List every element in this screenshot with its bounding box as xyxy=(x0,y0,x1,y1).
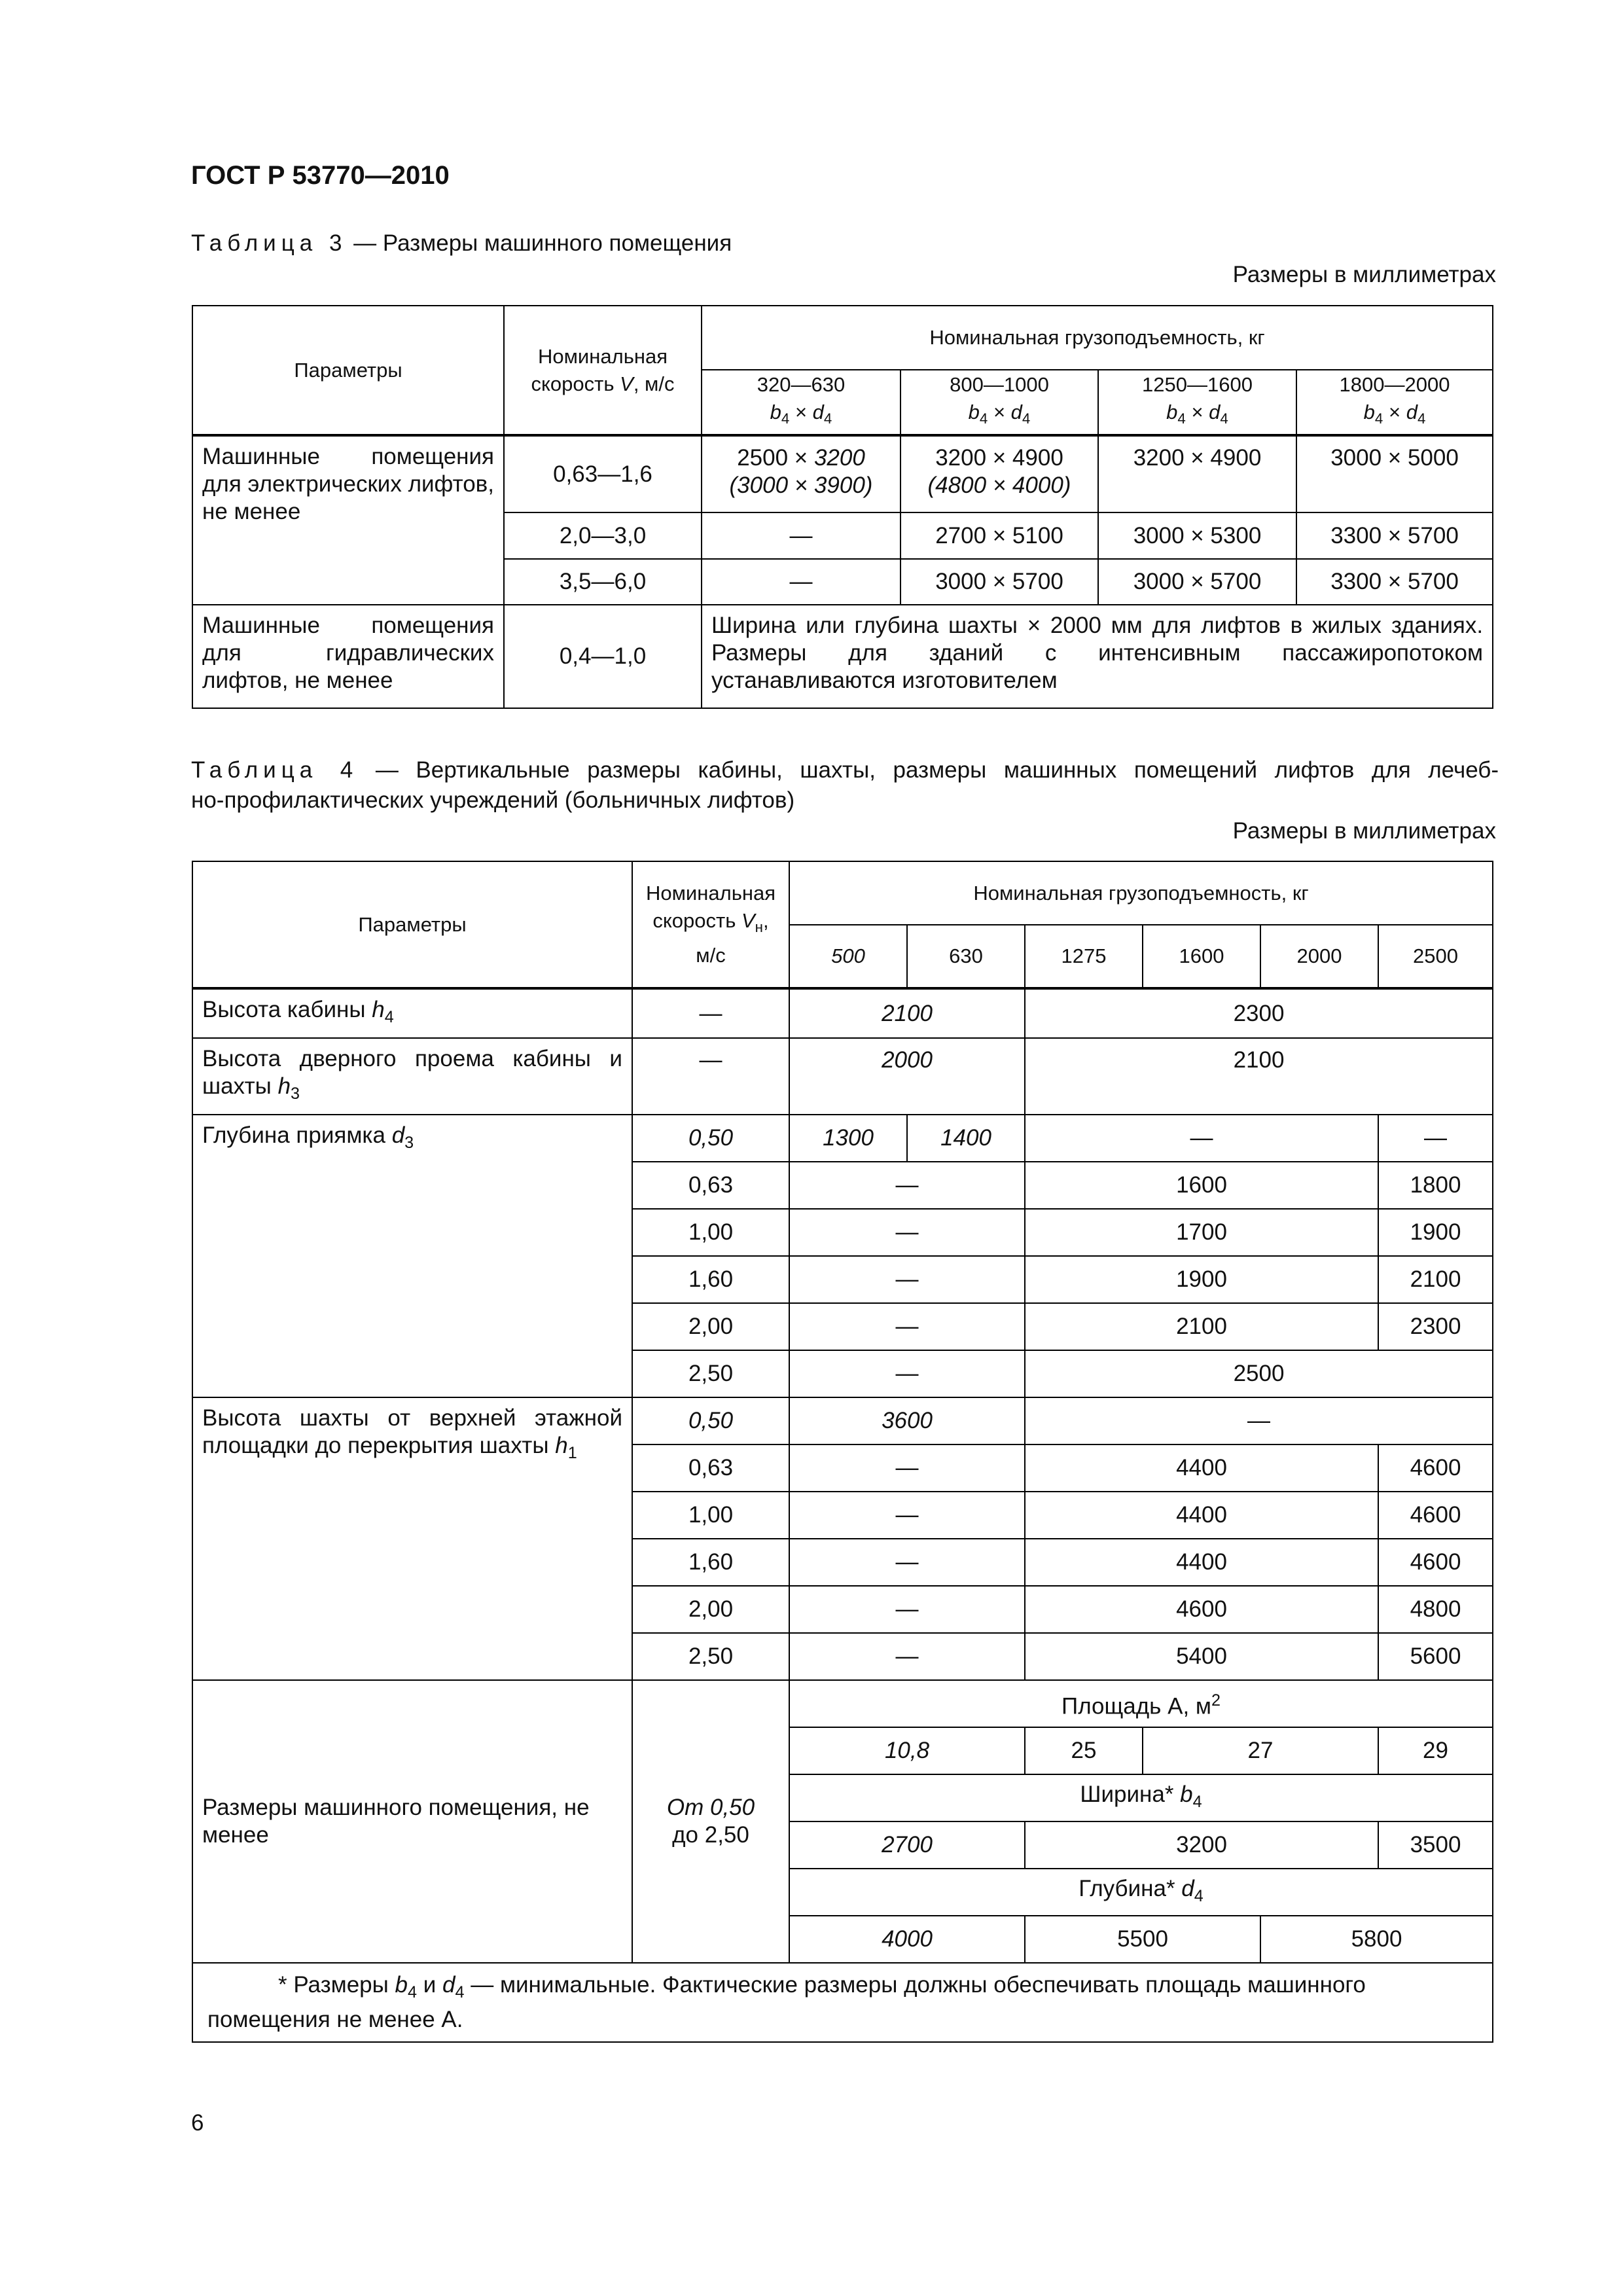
t4-value-cell: — xyxy=(789,1492,1025,1539)
t3-value-cell: 3200 × 4900 xyxy=(1098,435,1296,512)
t3-value-cell: — xyxy=(702,559,901,605)
t3-head-params: Параметры xyxy=(192,306,504,435)
t4-speed-cell: 1,00 xyxy=(632,1492,789,1539)
t4-width-value: 3500 xyxy=(1378,1821,1493,1869)
t4-value-cell: 1600 xyxy=(1025,1162,1378,1209)
t4-value-cell: 1400 xyxy=(907,1115,1025,1162)
t4-depth-value: 5800 xyxy=(1260,1916,1493,1963)
t4-speed-cell: 1,60 xyxy=(632,1539,789,1586)
t4-head-params: Параметры xyxy=(192,861,632,988)
t3-speed-cell: 0,63—1,6 xyxy=(504,435,702,512)
table3-caption-text: — Размеры машинного помещения xyxy=(353,230,732,256)
t3-value-cell: 3000 × 5700 xyxy=(901,559,1098,605)
t4-value-cell: 4600 xyxy=(1025,1586,1378,1633)
t4-machine-room-speed: От 0,50 до 2,50 xyxy=(632,1680,789,1963)
t4-value-cell: 2300 xyxy=(1378,1303,1493,1350)
table3-caption-label: Таблица 3 xyxy=(191,230,348,256)
t4-head-load: 1600 xyxy=(1143,925,1260,988)
t4-width-value: 3200 xyxy=(1025,1821,1378,1869)
t4-width-title: Ширина* $b_4$ xyxy=(789,1774,1493,1821)
t3-speed-cell: 0,4—1,0 xyxy=(504,605,702,708)
t4-value-cell: — xyxy=(789,1539,1025,1586)
t4-footnote: * Размеры $b_4$ и $d_4$ — минимальные. Фактические размеры должны обеспечивать площадь машинного помещения не менее А. xyxy=(192,1963,1493,2042)
t4-speed-cell: 2,00 xyxy=(632,1586,789,1633)
t3-hydraulic-text: Ширина или глубина шахты × 2000 мм для лифтов в жилых зданиях. Размеры для зданий с интенсивным пассажиропотоком устанавливаются изготовителем xyxy=(702,605,1493,708)
t4-value-cell: — xyxy=(1378,1115,1493,1162)
t4-head-load: 630 xyxy=(907,925,1025,988)
t3-head-range: 1250—1600 $b_4 \times d_4$ xyxy=(1098,370,1296,435)
t4-value-cell: 2100 xyxy=(1025,1303,1378,1350)
t3-value-cell: 2500 × 3200 (3000 × 3900) xyxy=(702,435,901,512)
table3-caption xyxy=(191,228,732,259)
t4-speed-cell: 2,50 xyxy=(632,1350,789,1397)
t4-speed-cell: 0,50 xyxy=(632,1397,789,1444)
t4-value-cell: — xyxy=(789,1209,1025,1256)
t4-speed-cell: 2,00 xyxy=(632,1303,789,1350)
t4-area-title: Площадь А, $м^2$ xyxy=(789,1680,1493,1727)
table4 xyxy=(192,861,1493,2043)
t3-hydraulic-label: Машинные помещения для гидравлических лифтов, не менее xyxy=(192,605,504,708)
t3-value-cell: 2700 × 5100 xyxy=(901,512,1098,559)
t4-value-cell: 2000 xyxy=(789,1038,1025,1115)
t4-value-cell: 4600 xyxy=(1378,1444,1493,1492)
t4-value-cell: 4600 xyxy=(1378,1492,1493,1539)
t4-door-height-label: Высота дверного проема кабины и шахты $h_3$ xyxy=(192,1038,632,1115)
t4-value-cell: 3600 xyxy=(789,1397,1025,1444)
t4-value-cell: 5600 xyxy=(1378,1633,1493,1680)
t4-speed-cell: 0,50 xyxy=(632,1115,789,1162)
t4-value-cell: 1300 xyxy=(789,1115,907,1162)
t4-machine-room-label: Размеры машинного помещения, не менее xyxy=(192,1680,632,1963)
t4-width-value: 2700 xyxy=(789,1821,1025,1869)
table4-caption-line1 xyxy=(191,755,1499,785)
t4-head-load: 1275 xyxy=(1025,925,1143,988)
t4-head-load: 2000 xyxy=(1260,925,1378,988)
t4-value-cell: 4800 xyxy=(1378,1586,1493,1633)
t4-value-cell: 1900 xyxy=(1025,1256,1378,1303)
t4-head-load: 500 xyxy=(789,925,907,988)
table4-caption-label: Таблица 4 xyxy=(191,757,359,783)
table4-units: Размеры в миллиметрах xyxy=(1232,818,1496,844)
t4-area-value: 10,8 xyxy=(789,1727,1025,1774)
t3-value-cell: 3300 × 5700 xyxy=(1296,512,1493,559)
t4-value-cell: — xyxy=(789,1633,1025,1680)
table4-caption-text: — Вертикальные размеры кабины, шахты, размеры машинных помещений лифтов для лечеб- xyxy=(375,757,1499,783)
t4-speed-cell: 0,63 xyxy=(632,1162,789,1209)
t3-value-cell: 3000 × 5700 xyxy=(1098,559,1296,605)
t4-value-cell: — xyxy=(1025,1397,1493,1444)
t4-area-value: 25 xyxy=(1025,1727,1143,1774)
t4-area-value: 29 xyxy=(1378,1727,1493,1774)
t3-head-capacity: Номинальная грузоподъемность, кг xyxy=(702,306,1493,370)
document-header: ГОСТ Р 53770—2010 xyxy=(191,161,450,190)
page-number: 6 xyxy=(191,2110,204,2136)
t4-value-cell: 4400 xyxy=(1025,1492,1378,1539)
t3-value-cell: 3300 × 5700 xyxy=(1296,559,1493,605)
t4-value-cell: — xyxy=(789,1303,1025,1350)
table4-caption-line2: но-профилактических учреждений (больничных лифтов) xyxy=(191,787,795,813)
t4-value-cell: — xyxy=(1025,1115,1378,1162)
t4-cabin-height-label: Высота кабины $h_4$ xyxy=(192,988,632,1038)
t4-value-cell: 2300 xyxy=(1025,988,1493,1038)
t3-value-cell: 3000 × 5300 xyxy=(1098,512,1296,559)
t4-speed-cell: 2,50 xyxy=(632,1633,789,1680)
t3-head-range: 1800—2000 $b_4 \times d_4$ xyxy=(1296,370,1493,435)
t4-depth-value: 5500 xyxy=(1025,1916,1260,1963)
t4-value-cell: — xyxy=(789,1350,1025,1397)
t4-value-cell: 5400 xyxy=(1025,1633,1378,1680)
t4-head-speed: Номинальная скорость $V_н$, м/с xyxy=(632,861,789,988)
t4-value-cell: 1900 xyxy=(1378,1209,1493,1256)
t3-electric-label: Машинные помещения для электрических лифтов, не менее xyxy=(192,435,504,605)
t4-head-load: 2500 xyxy=(1378,925,1493,988)
t3-value-cell: — xyxy=(702,512,901,559)
t4-pit-depth-label: Глубина приямка $d_3$ xyxy=(192,1115,632,1397)
t4-shaft-height-label: Высота шахты от верхней этажной площадки до перекрытия шахты $h_1$ xyxy=(192,1397,632,1680)
t4-value-cell: — xyxy=(789,1162,1025,1209)
t3-head-speed: Номинальная скорость V, м/с xyxy=(504,306,702,435)
t4-speed-cell: 1,60 xyxy=(632,1256,789,1303)
t3-head-range: 800—1000 $b_4 \times d_4$ xyxy=(901,370,1098,435)
t4-depth-value: 4000 xyxy=(789,1916,1025,1963)
t4-speed-cell: — xyxy=(632,1038,789,1115)
t3-value-cell: 3000 × 5000 xyxy=(1296,435,1493,512)
t3-value-cell: 3200 × 4900 (4800 × 4000) xyxy=(901,435,1098,512)
t4-area-value: 27 xyxy=(1143,1727,1378,1774)
t4-value-cell: 4400 xyxy=(1025,1539,1378,1586)
t3-head-range: 320—630 $b_4 \times d_4$ xyxy=(702,370,901,435)
t4-depth-title: Глубина* $d_4$ xyxy=(789,1869,1493,1916)
t4-value-cell: 2500 xyxy=(1025,1350,1493,1397)
t4-value-cell: 2100 xyxy=(1378,1256,1493,1303)
t4-value-cell: 1700 xyxy=(1025,1209,1378,1256)
t4-speed-cell: 0,63 xyxy=(632,1444,789,1492)
table3 xyxy=(192,305,1493,709)
t4-head-capacity: Номинальная грузоподъемность, кг xyxy=(789,861,1493,925)
t3-speed-cell: 3,5—6,0 xyxy=(504,559,702,605)
table3-units: Размеры в миллиметрах xyxy=(1232,262,1496,287)
t4-value-cell: 1800 xyxy=(1378,1162,1493,1209)
t4-value-cell: 2100 xyxy=(789,988,1025,1038)
t4-value-cell: 4400 xyxy=(1025,1444,1378,1492)
t3-speed-cell: 2,0—3,0 xyxy=(504,512,702,559)
t4-speed-cell: — xyxy=(632,988,789,1038)
t4-value-cell: — xyxy=(789,1586,1025,1633)
t4-value-cell: — xyxy=(789,1256,1025,1303)
t4-speed-cell: 1,00 xyxy=(632,1209,789,1256)
t4-value-cell: 4600 xyxy=(1378,1539,1493,1586)
t4-value-cell: — xyxy=(789,1444,1025,1492)
t4-value-cell: 2100 xyxy=(1025,1038,1493,1115)
